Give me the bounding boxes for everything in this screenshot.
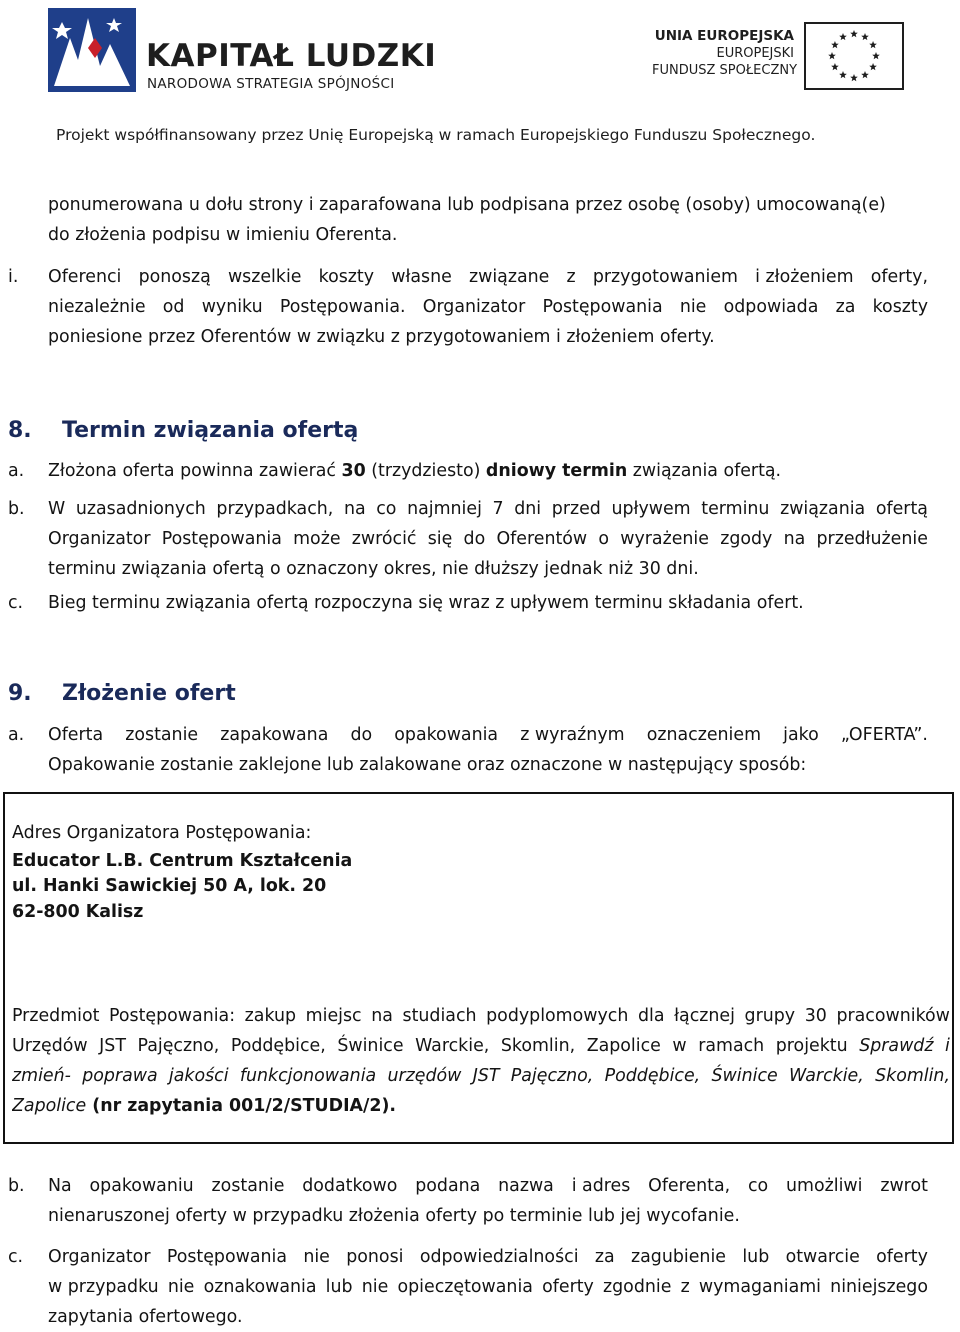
word: od [162, 297, 185, 317]
section-8-item-c [48, 588, 928, 618]
word: Na [48, 1176, 72, 1196]
word: oferty, [870, 267, 928, 287]
justified-line [48, 1171, 928, 1201]
word: na [371, 1006, 393, 1026]
word: oznakowania [203, 1277, 317, 1297]
document-header [0, 0, 960, 160]
word: lub [742, 1247, 770, 1267]
continued-paragraph [48, 190, 928, 250]
eu-line-social-fund: FUNDUSZ SPOŁECZNY [652, 63, 798, 78]
word: poprawa [82, 1066, 158, 1086]
word: opieczętowania [397, 1277, 533, 1297]
word: zapakowana [220, 725, 329, 745]
word: ofertą [875, 499, 928, 519]
word: z [566, 267, 576, 287]
word: Poddębice, [230, 1036, 326, 1056]
word: wymaganiami [698, 1277, 821, 1297]
paragraph-line: do złożenia podpisu w imieniu Oferenta. [48, 225, 398, 245]
justified-line [48, 262, 928, 292]
word: za [835, 297, 856, 317]
item-marker-b: b. [8, 499, 25, 519]
word: Oferentów [496, 529, 588, 549]
word: grupy [744, 1006, 796, 1026]
word: Postępowania. [279, 297, 406, 317]
section-9-item-c [48, 1242, 928, 1332]
word: projektu [775, 1036, 848, 1056]
section-8-heading [8, 418, 358, 443]
word: ponosi [346, 1247, 404, 1267]
paragraph-line: terminu związania ofertą o oznaczony okres, nie dłuższy jednak niż 30 dni. [48, 559, 699, 579]
word: odpowiedzialności [419, 1247, 579, 1267]
word: wyrażenie [620, 529, 709, 549]
word: Przedmiot [12, 1006, 100, 1026]
justified-line [48, 494, 928, 524]
kapital-ludzki-subtitle: NARODOWA STRATEGIA SPÓJNOŚCI [147, 76, 395, 92]
word: nie [679, 297, 707, 317]
word: Zapolice [586, 1036, 661, 1056]
word: wyniku [201, 297, 263, 317]
word: funkcjonowania [239, 1066, 377, 1086]
word: Postępowania [161, 529, 282, 549]
word: lub [325, 1277, 353, 1297]
address-label: Adres Organizatora Postępowania: [12, 823, 312, 843]
word: Oferenta, [648, 1176, 731, 1196]
subject-paragraph [12, 1001, 950, 1121]
word: otwarcie [785, 1247, 860, 1267]
paragraph-line: poniesione przez Oferentów w związku z przygotowaniem i złożeniem oferty. [48, 327, 715, 347]
paragraph-line: Opakowanie zostanie zaklejone lub zalakowane oraz oznaczone w następujący sposób: [48, 755, 807, 775]
item-marker-c: c. [8, 1247, 24, 1267]
word: dla [637, 1006, 665, 1026]
word: łącznej [674, 1006, 735, 1026]
word: może [293, 529, 341, 549]
word: Organizator [48, 1247, 151, 1267]
word: dni [514, 499, 542, 519]
item-i-paragraph [48, 262, 928, 352]
word: Oferenci [48, 267, 122, 287]
word: i złożeniem [755, 267, 854, 287]
word: niniejszego [830, 1277, 928, 1297]
justified-line [48, 720, 928, 750]
word: co [376, 499, 397, 519]
word: Warckie, [415, 1036, 490, 1056]
kapital-ludzki-emblem-icon [48, 8, 136, 92]
word: Pajęczno, [137, 1036, 220, 1056]
word: z [680, 1277, 690, 1297]
word: zagubienie [631, 1247, 726, 1267]
word: Urzędów [12, 1036, 88, 1056]
word: przed [551, 499, 601, 519]
word: oferty [876, 1247, 928, 1267]
word: w przypadku [48, 1277, 159, 1297]
word: oznaczeniem [646, 725, 762, 745]
item-marker-b: b. [8, 1176, 25, 1196]
word: Organizator [422, 297, 526, 317]
word: nazwa [498, 1176, 554, 1196]
justified-line [48, 1272, 928, 1302]
item-marker-a: a. [8, 725, 25, 745]
organizer-name: Educator L.B. Centrum Kształcenia [12, 851, 353, 871]
word: się [427, 529, 453, 549]
section-9-heading [8, 681, 236, 706]
word: odpowiada [723, 297, 819, 317]
word: Pajęczno, [510, 1066, 594, 1086]
word: nie [303, 1247, 330, 1267]
word: podyplomowych [486, 1006, 629, 1026]
word-italic: Sprawdź [859, 1036, 934, 1056]
word: najmniej [407, 499, 482, 519]
eu-logo [652, 22, 912, 92]
word: zgodnie [603, 1277, 672, 1297]
word: dodatkowo [302, 1176, 398, 1196]
word: niezależnie [48, 297, 146, 317]
word: Postępowania: [109, 1006, 236, 1026]
word: „OFERTA”. [840, 725, 928, 745]
word: na [343, 499, 366, 519]
word: umożliwi [786, 1176, 863, 1196]
section-number: 9. [8, 681, 32, 706]
justified-line [48, 524, 928, 554]
paragraph-line: ponumerowana u dołu strony i zaparafowana lub podpisana przez osobę (osoby) umocowaną(e) [48, 195, 886, 215]
word: za [594, 1247, 615, 1267]
word: JST [472, 1066, 500, 1086]
paragraph-line: zapytania ofertowego. [48, 1307, 243, 1327]
word: przedłużenie [816, 529, 928, 549]
word: Oferta [48, 725, 104, 745]
word: zwrot [880, 1176, 928, 1196]
word: jakości [168, 1066, 229, 1086]
word: Postępowania [542, 297, 663, 317]
word: podana [415, 1176, 481, 1196]
word: Postępowania [166, 1247, 287, 1267]
word: 7 [492, 499, 504, 519]
word: zakup [244, 1006, 297, 1026]
word: zostanie [211, 1176, 285, 1196]
word: opakowania [394, 725, 499, 745]
word: pracowników [836, 1006, 950, 1026]
word: zmień- [12, 1066, 71, 1086]
word: zwrócić [351, 529, 417, 549]
word: urzędów [387, 1066, 462, 1086]
word: JST [99, 1036, 126, 1056]
word: do [350, 725, 373, 745]
word: o [598, 529, 610, 549]
section-8-item-a [48, 456, 928, 486]
word: wszelkie [227, 267, 302, 287]
word: Poddębice, [604, 1066, 701, 1086]
justified-line [12, 1061, 950, 1091]
paragraph-line: Złożona oferta powinna zawierać 30 (trzydziesto) dniowy termin związania ofertą. [48, 461, 782, 481]
word: z wyraźnym [520, 725, 625, 745]
kapital-ludzki-title: KAPITAŁ LUDZKI [146, 38, 437, 74]
word: Organizator [48, 529, 151, 549]
section-8-item-b [48, 494, 928, 584]
word: miejsc [305, 1006, 362, 1026]
organizer-address [12, 818, 948, 925]
item-marker-c: c. [8, 593, 24, 613]
word: Skomlin, [875, 1066, 950, 1086]
word: koszty [318, 267, 375, 287]
section-title: Termin związania ofertą [62, 418, 359, 443]
kapital-ludzki-logo [48, 8, 437, 98]
word: do [463, 529, 486, 549]
word: i adres [571, 1176, 631, 1196]
word: Świnice [337, 1036, 404, 1056]
word: opakowaniu [89, 1176, 194, 1196]
item-marker-a: a. [8, 461, 25, 481]
word: upływem [611, 499, 691, 519]
word-italic: i [945, 1036, 950, 1056]
word: na [783, 529, 806, 549]
paragraph-line: Zapolice (nr zapytania 001/2/STUDIA/2). [12, 1096, 397, 1116]
organizer-street: ul. Hanki Sawickiej 50 A, lok. 20 [12, 876, 327, 896]
project-cofinancing-line: Projekt współfinansowany przez Unię Europejską w ramach Europejskiego Funduszu Społecznego. [56, 126, 816, 144]
word: związane [469, 267, 550, 287]
word: studiach [402, 1006, 477, 1026]
section-9-item-b [48, 1171, 928, 1231]
justified-line [48, 1242, 928, 1272]
eu-logo-text [652, 28, 798, 78]
justified-line [12, 1031, 950, 1061]
word: co [747, 1176, 769, 1196]
word: przypadkach, [216, 499, 334, 519]
justified-line [48, 292, 928, 322]
section-9-item-a [48, 720, 928, 780]
word: W [48, 499, 66, 519]
word: związania [780, 499, 866, 519]
word: ponoszą [138, 267, 211, 287]
word: uzasadnionych [75, 499, 206, 519]
word: jako [783, 725, 819, 745]
word: ramach [698, 1036, 765, 1056]
organizer-city: 62-800 Kalisz [12, 902, 144, 922]
section-number: 8. [8, 418, 32, 443]
word: koszty [872, 297, 928, 317]
word: 30 [804, 1006, 827, 1026]
paragraph-line: nienaruszonej oferty w przypadku złożenia oferty po terminie lub jej wycofanie. [48, 1206, 740, 1226]
eu-line-union: UNIA EUROPEJSKA [654, 28, 794, 44]
word: zgody [720, 529, 773, 549]
word: nie [361, 1277, 389, 1297]
word: zostanie [125, 725, 199, 745]
word: terminu [701, 499, 770, 519]
word: oferty [542, 1277, 594, 1297]
paragraph-line: Bieg terminu związania ofertą rozpoczyna się wraz z upływem terminu składania ofert. [48, 593, 804, 613]
word: Świnice [711, 1066, 778, 1086]
word: własne [391, 267, 452, 287]
eu-flag-icon [804, 22, 904, 90]
item-marker-i: i. [8, 267, 19, 287]
section-title: Złożenie ofert [62, 681, 236, 706]
word: Warckie, [789, 1066, 864, 1086]
justified-line [12, 1001, 950, 1031]
eu-line-european: EUROPEJSKI [716, 46, 794, 61]
word: Skomlin, [500, 1036, 576, 1056]
word: przygotowaniem [592, 267, 738, 287]
word: nie [167, 1277, 195, 1297]
word: w [672, 1036, 687, 1056]
